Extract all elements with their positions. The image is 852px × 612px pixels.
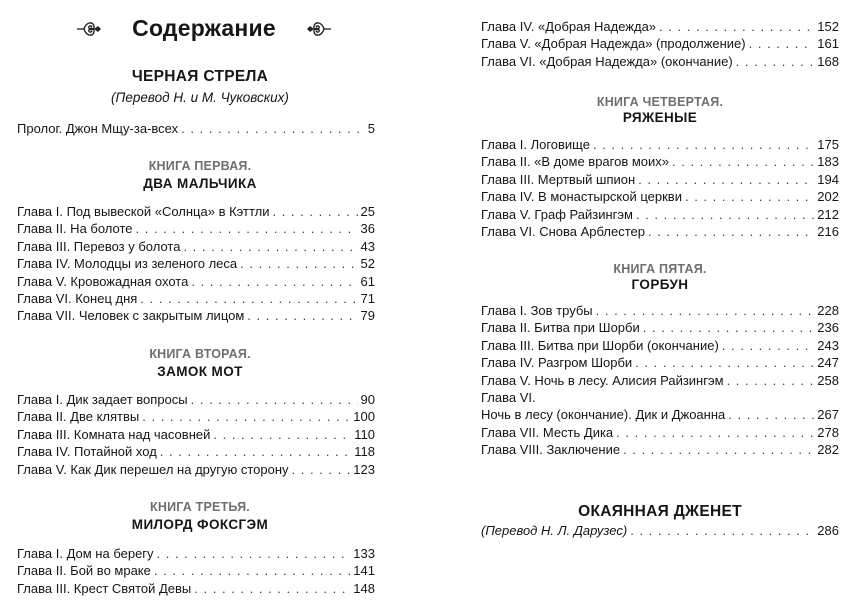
book-name: ЗАМОК МОТ xyxy=(157,364,243,379)
toc-entry[interactable]: Глава VI. «Добрая Надежда» (окончание) . . . 168 xyxy=(481,53,839,70)
work2-list xyxy=(481,522,839,539)
toc-entry[interactable]: Глава I. Дик задает вопросы . . . 90 xyxy=(17,391,375,408)
book4-chapter-list xyxy=(481,136,839,240)
book-name: ГОРБУН xyxy=(631,277,689,292)
book-label: КНИГА ТРЕТЬЯ. xyxy=(150,500,250,514)
toc-entry[interactable]: Глава II. Две клятвы . . . 100 xyxy=(17,408,375,425)
toc-entry[interactable]: Глава IV. Разгром Шорби . . . 247 xyxy=(481,354,839,371)
translator-credit: (Перевод Н. и М. Чуковских) xyxy=(111,90,289,105)
toc-entry[interactable]: Глава IV. «Добрая Надежда» . . . 152 xyxy=(481,18,839,35)
toc-entry[interactable]: Ночь в лесу (окончание). Дик и Джоанна . . . 267 xyxy=(481,406,839,423)
toc-entry[interactable]: Глава II. На болоте . . . 36 xyxy=(17,220,375,237)
book-label: КНИГА ВТОРАЯ. xyxy=(149,347,251,361)
toc-entry[interactable]: Глава I. Под вывеской «Солнца» в Кэттли . . . 25 xyxy=(17,203,375,220)
toc-entry[interactable]: Глава II. «В доме врагов моих» . . . 183 xyxy=(481,153,839,170)
toc-entry[interactable]: Глава IV. В монастырской церкви . . . 202 xyxy=(481,188,839,205)
toc-entry[interactable]: Глава V. Кровожадная охота . . . 61 xyxy=(17,273,375,290)
toc-entry[interactable]: Глава VIII. Заключение . . . 282 xyxy=(481,441,839,458)
book-name: РЯЖЕНЫЕ xyxy=(622,110,698,125)
toc-entry[interactable]: Глава III. Мертвый шпион . . . 194 xyxy=(481,171,839,188)
toc-entry[interactable]: Глава I. Дом на берегу . . . 133 xyxy=(17,545,375,562)
toc-entry[interactable]: Глава III. Комната над часовней . . . 110 xyxy=(17,426,375,443)
toc-entry[interactable]: Пролог. Джон Мщу-за-всех . . . 5 xyxy=(17,120,375,137)
page-title: Содержание xyxy=(132,15,276,41)
toc-entry[interactable]: Глава VII. Месть Дика . . . 278 xyxy=(481,424,839,441)
toc-entry[interactable]: Глава VII. Человек с закрытым лицом . . . 79 xyxy=(17,307,375,324)
book-label: КНИГА ЧЕТВЕРТАЯ. xyxy=(596,95,724,109)
toc-entry[interactable]: Глава I. Зов трубы . . . 228 xyxy=(481,302,839,319)
work-title: ЧЕРНАЯ СТРЕЛА xyxy=(131,68,269,85)
toc-entry[interactable]: Глава V. «Добрая Надежда» (продолжение) . . . 161 xyxy=(481,35,839,52)
toc-entry[interactable]: (Перевод Н. Л. Дарузес) . . . 286 xyxy=(481,522,839,539)
book-name: ДВА МАЛЬЧИКА xyxy=(143,176,257,191)
toc-entry[interactable]: Глава VI. Снова Арблестер . . . 216 xyxy=(481,223,839,240)
toc-entry[interactable]: Глава V. Граф Райзингэм . . . 212 xyxy=(481,206,839,223)
toc-entry[interactable]: Глава III. Крест Святой Девы . . . 148 xyxy=(17,580,375,597)
toc-entry[interactable]: Глава V. Ночь в лесу. Алисия Райзингэм . . . 258 xyxy=(481,372,839,389)
toc-entry[interactable]: Глава IV. Потайной ход . . . 118 xyxy=(17,443,375,460)
toc-entry-heading: Глава VI. xyxy=(481,389,536,405)
work-title: ОКАЯННАЯ ДЖЕНЕТ xyxy=(578,503,742,520)
toc-entry[interactable]: Глава III. Перевоз у болота . . . 43 xyxy=(17,238,375,255)
toc-entry[interactable]: Глава V. Как Дик перешел на другую сторону . . . 123 xyxy=(17,461,375,478)
book-label: КНИГА ПЯТАЯ. xyxy=(613,262,707,276)
toc-entry[interactable]: Глава II. Битва при Шорби . . . 236 xyxy=(481,319,839,336)
book-name: МИЛОРД ФОКСГЭМ xyxy=(131,517,269,532)
toc-entry[interactable]: Глава I. Логовище . . . 175 xyxy=(481,136,839,153)
toc-entry[interactable]: Глава VI. Конец дня . . . 71 xyxy=(17,290,375,307)
book5-chapter-list xyxy=(481,302,839,459)
book-label: КНИГА ПЕРВАЯ. xyxy=(148,159,252,173)
toc-entry[interactable]: Глава III. Битва при Шорби (окончание) . . . 243 xyxy=(481,337,839,354)
book3-continued-list xyxy=(481,18,839,70)
toc-entry[interactable]: Глава II. Бой во мраке . . . 141 xyxy=(17,562,375,579)
toc-entry[interactable]: Глава IV. Молодцы из зеленого леса . . . 52 xyxy=(17,255,375,272)
